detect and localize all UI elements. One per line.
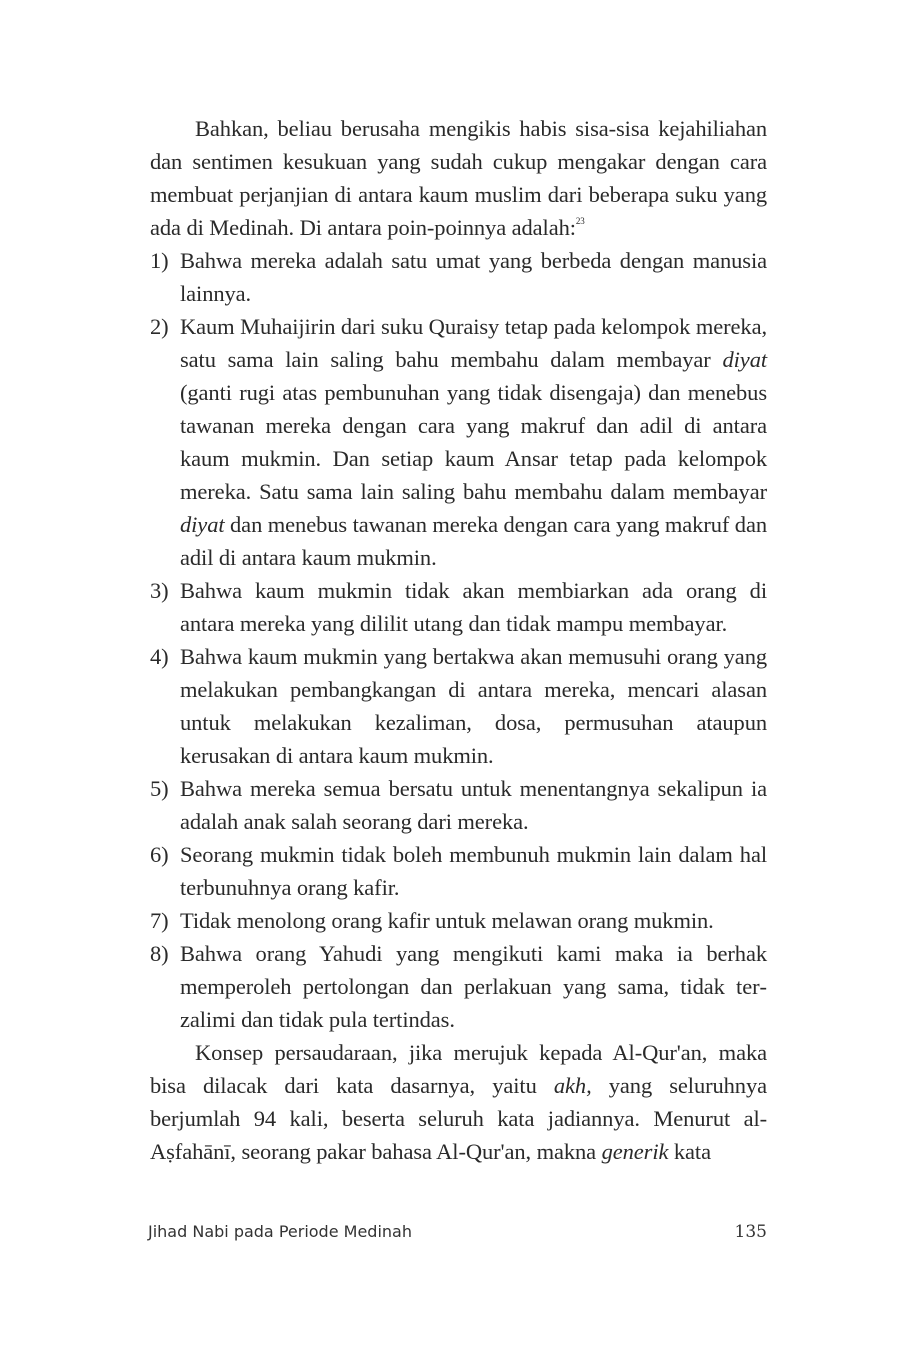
list-item-text: Bahwa mereka semua bersatu untuk menentangnya sekalipun ia adalah anak salah seorang dari mereka. [180,776,767,834]
agreement-points-list [150,244,767,1036]
list-item-text: Bahwa kaum mukmin yang bertakwa akan memusuhi orang yang melakukan pembangkangan di antara mereka, mencari alasan untuk melakukan kezaliman, dosa, permusuhan ataupun kerusakan di antara kaum mukmin. [180,644,767,768]
list-item-number: 1) [150,248,169,273]
text-segment: kata [668,1139,711,1164]
text-segment: yang seluruhnya berjumlah 94 kali, beserta seluruh kata jadiannya. Menurut al-Aṣfahānī, seorang pakar bahasa Al-Qur'an, makna [150,1073,767,1164]
list-item [150,838,767,904]
list-item-text: Tidak menolong orang kafir untuk melawan orang mukmin. [180,908,714,933]
italic-term: diyat [180,512,225,537]
list-item-number: 6) [150,842,169,867]
list-item [150,574,767,640]
list-item-text: Bahwa kaum mukmin tidak akan membiarkan ada orang di antara mereka yang dililit utang dan tidak mampu membayar. [180,578,767,636]
list-item-number: 4) [150,644,169,669]
footnote-ref: 23 [575,216,585,226]
list-item [150,772,767,838]
list-item-text: Seorang mukmin tidak boleh membunuh mukmin lain dalam hal terbunuhnya orang kafir. [180,842,767,900]
paragraph-intro-text: Bahkan, beliau berusaha mengikis habis sisa-sisa kejahiliahan dan sentimen kesukuan yang sudah cukup mengakar dengan cara membuat perjanjian di antara kaum muslim dari beberapa suku yang ada di Medinah. Di antara poin-poinnya adalah: [150,116,767,240]
text-segment: dan menebus tawanan mereka dengan cara yang makruf dan adil di antara kaum mukmin. [180,512,767,570]
list-item [150,937,767,1036]
italic-term: akh, [553,1073,592,1098]
page-number: 135 [734,1222,767,1242]
list-item [150,244,767,310]
list-item-text: Bahwa mereka adalah satu umat yang berbeda dengan manusia lainnya. [180,248,767,306]
paragraph-brotherhood [150,1036,767,1168]
list-item-text [180,314,767,570]
list-item [150,904,767,937]
list-item-text: Bahwa orang Yahudi yang mengikuti kami maka ia berhak memperoleh pertolongan dan perlakuan yang sama, tidak terzalimi dan tidak pula tertindas. [180,941,767,1032]
list-item-number: 7) [150,908,169,933]
running-title: Jihad Nabi pada Periode Medinah [148,1222,412,1241]
italic-term: generik [601,1139,669,1164]
italic-term: diyat [722,347,767,372]
list-item [150,310,767,574]
text-segment: Konsep persaudaraan, jika merujuk kepada Al-Qur'an, maka bisa dilacak dari kata dasarnya, yaitu [150,1040,767,1098]
list-item [150,640,767,772]
list-item-number: 5) [150,776,169,801]
list-item-number: 8) [150,941,169,966]
page-body [150,112,767,1168]
paragraph-intro [150,112,767,244]
text-segment: (ganti rugi atas pembunuhan yang tidak disengaja) dan menebus tawanan mereka dengan cara yang makruf dan adil di antara kaum mukmin. Dan setiap kaum Ansar tetap pada kelompok mereka. Satu sama lain saling bahu membahu dalam membayar [180,380,767,504]
list-item-number: 2) [150,314,169,339]
text-segment: Kaum Muhaijirin dari suku Quraisy tetap pada kelompok mereka, satu sama lain saling bahu membahu dalam membayar [180,314,767,372]
list-item-number: 3) [150,578,169,603]
